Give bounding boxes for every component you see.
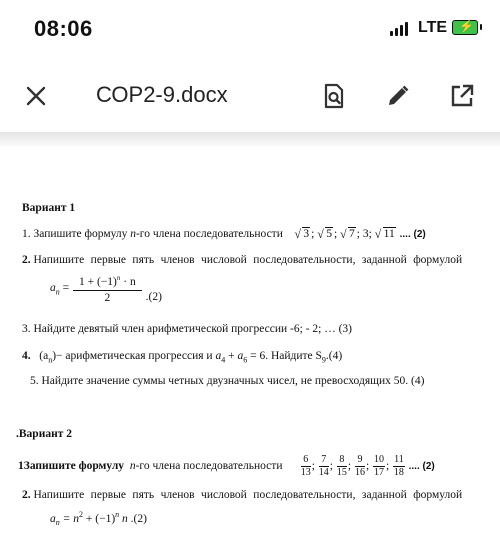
document-toolbar [0, 60, 500, 132]
document-title: СОР2-9.docx [96, 82, 228, 107]
close-button[interactable] [18, 78, 54, 114]
toolbar-shadow [0, 132, 500, 146]
v1-task-2: 2. Напишите первые пять членов числовой последовательности, заданной формулой [22, 254, 463, 266]
find-in-document-button[interactable] [316, 78, 352, 114]
open-external-button[interactable] [444, 78, 480, 114]
signal-icon [390, 22, 408, 36]
network-type: LTE [418, 19, 448, 36]
v1-formula: $a_n$ = $\frac{1 + (-1)^n \cdot n}{2}$ .(2) [50, 271, 162, 306]
clock: 08:06 [34, 16, 93, 41]
v1-task-3: 3. Найдите девятый член арифметической прогрессии -6; - 2; … (3) [22, 323, 352, 335]
v1-task-4: 4. $(a_n)-$ арифметическая прогрессия и $a_4 + a_6 = 6$. Найдите $S_9.(4)$ [22, 350, 343, 365]
v2-formula: $a_n = n^2 + (-1)^n$ n .(2) [50, 510, 147, 528]
document-page [0, 146, 500, 536]
document-search-icon [321, 83, 347, 109]
open-external-icon [449, 83, 475, 109]
v1-task-1: 1. Запишите формулу n-го члена последовательности √ 3 ; √ 5 ; √ 7 ; 3; √ 11 .... (2) [22, 228, 426, 240]
variant-2-title: .Вариант 2 [16, 428, 72, 440]
v2-task-1: 1Запишите формулу n-го члена последовательности $\frac{6}{13}$ ; $\frac{7}{14}$ ; $\frac{8}{15}$ ; $\frac{9}{16}$ ; $\frac{10}{17}$ ; $\frac{11}{18}$ .... (2) [18, 454, 435, 478]
v1-task-5: 5. Найдите значение суммы четных двузначных чисел, не превосходящих 50. (4) [30, 375, 425, 387]
status-bar [0, 0, 500, 60]
variant-1-title: Вариант 1 [22, 202, 76, 214]
pencil-icon [385, 83, 411, 109]
edit-button[interactable] [380, 78, 416, 114]
v2-task-2: 2. Напишите первые пять членов числовой последовательности, заданной формулой [22, 489, 463, 501]
close-icon [25, 85, 47, 107]
battery-charging-icon: ⚡ [452, 20, 478, 35]
